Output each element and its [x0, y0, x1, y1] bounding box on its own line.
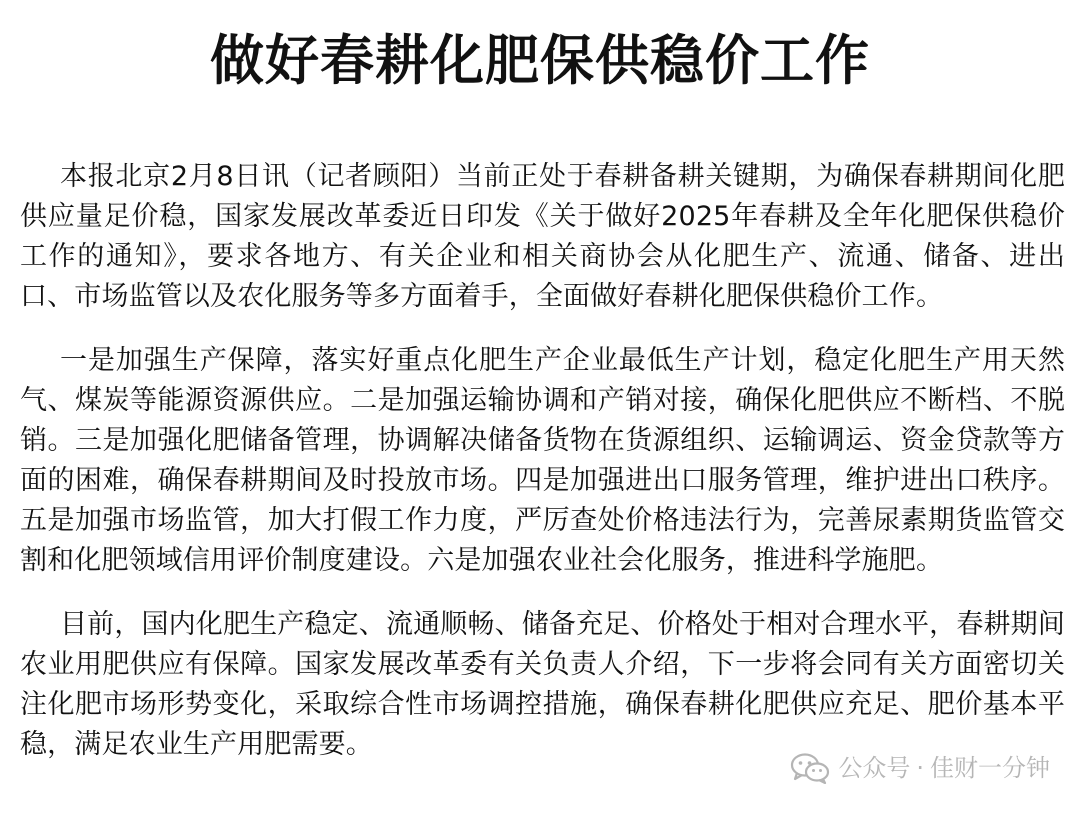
watermark-account: 佳财一分钟: [930, 754, 1050, 782]
paragraph-intro: 本报北京2月8日讯（记者顾阳）当前正处于春耕备耕关键期，为确保春耕期间化肥供应量足价稳，国家发展改革委近日印发《关于做好2025年春耕及全年化肥保供稳价工作的通知》，要求各地方、有关企业和相关商协会从化肥生产、流通、储备、进出口、市场监管以及农化服务等多方面着手，全面做好春耕化肥保供稳价工作。: [20, 161, 1065, 312]
article-title: 做好春耕化肥保供稳价工作: [210, 29, 870, 92]
paragraph-measures: 一是加强生产保障，落实好重点化肥生产企业最低生产计划，稳定化肥生产用天然气、煤炭等能源资源供应。二是加强运输协调和产销对接，确保化肥供应不断档、不脱销。三是加强化肥储备管理，协调解决储备货物在货源组织、运输调运、资金贷款等方面的困难，确保春耕期间及时投放市场。四是加强进出口服务管理，维护进出口秩序。五是加强市场监管，加大打假工作力度，严厉查处价格违法行为，完善尿素期货监管交割和化肥领域信用评价制度建设。六是加强农业社会化服务，推进科学施肥。: [20, 345, 1065, 576]
paragraph-outlook: 目前，国内化肥生产稳定、流通顺畅、储备充足、价格处于相对合理水平，春耕期间农业用肥供应有保障。国家发展改革委有关负责人介绍，下一步将会同有关方面密切关注化肥市场形势变化，采取综合性市场调控措施，确保春耕化肥供应充足、肥价基本平稳，满足农业生产用肥需要。: [20, 609, 1065, 760]
article-body: [20, 157, 1065, 789]
watermark-separator: ·: [916, 754, 924, 782]
watermark-channel: 公众号: [838, 754, 911, 782]
